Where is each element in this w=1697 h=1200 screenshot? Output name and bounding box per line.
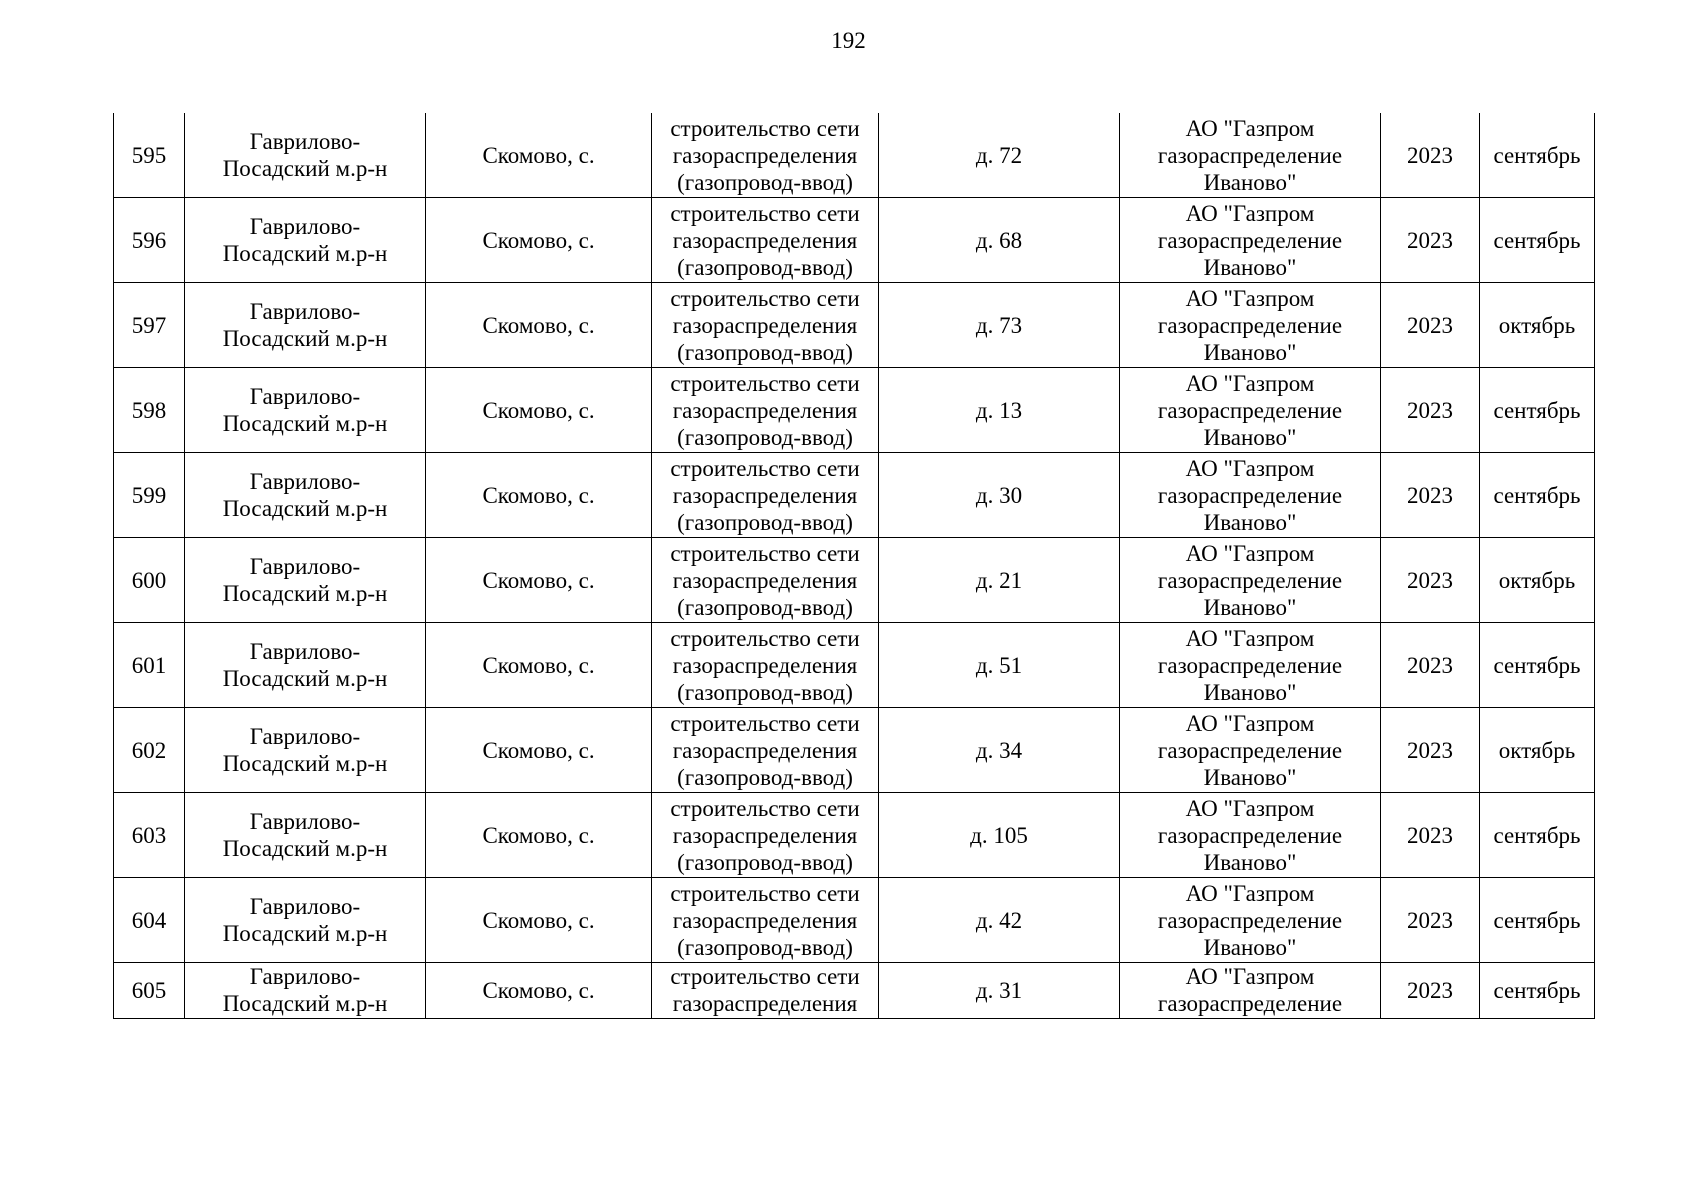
district-cell [185, 708, 426, 793]
org-line-1: АО "Газпром [1185, 880, 1315, 906]
org-line-1: АО "Газпром [1185, 625, 1315, 651]
org-line-3: Иваново" [1203, 509, 1297, 535]
year-cell [1381, 538, 1480, 623]
row-number-cell [114, 793, 185, 878]
work-line-2: газораспределения [672, 227, 858, 253]
org-line-2: газораспределение [1157, 737, 1343, 763]
row-number-cell [114, 623, 185, 708]
district-line-1: Гаврилово- [249, 639, 361, 664]
house-number: д. 68 [975, 227, 1023, 253]
year-cell [1381, 793, 1480, 878]
gasification-schedule-table [113, 113, 1595, 1019]
house-cell [879, 963, 1120, 1019]
work-line-2: газораспределения [672, 312, 858, 338]
table-row [114, 198, 1595, 283]
row-number: 597 [131, 312, 167, 338]
row-number-cell [114, 198, 185, 283]
district-cell [185, 623, 426, 708]
house-cell [879, 283, 1120, 368]
locality: Скомово, с. [482, 907, 595, 933]
locality-cell [426, 878, 652, 963]
year: 2023 [1407, 482, 1453, 508]
org-line-3: Иваново" [1203, 934, 1297, 960]
month-cell [1480, 538, 1595, 623]
district-line-1: Гаврилово- [249, 384, 361, 409]
table-row [114, 963, 1595, 1019]
row-number: 600 [131, 567, 167, 593]
work-line-3: (газопровод-ввод) [677, 509, 853, 535]
table-row [114, 878, 1595, 963]
year: 2023 [1407, 978, 1453, 1003]
house-cell [879, 538, 1120, 623]
month: октябрь [1498, 737, 1576, 763]
district-cell [185, 538, 426, 623]
locality-cell [426, 198, 652, 283]
district-line-2: Посадский м.р-н [222, 156, 388, 181]
locality-cell [426, 963, 652, 1019]
district-line-2: Посадский м.р-н [222, 666, 388, 691]
work-type-cell [652, 878, 879, 963]
row-number: 598 [131, 397, 167, 423]
org-line-1: АО "Газпром [1185, 200, 1315, 226]
org-line-2: газораспределение [1157, 312, 1343, 338]
locality: Скомово, с. [482, 978, 595, 1003]
work-line-2: газораспределения [672, 822, 858, 848]
district-line-1: Гаврилово- [249, 894, 361, 919]
row-number-cell [114, 878, 185, 963]
work-type-cell [652, 283, 879, 368]
work-type-cell [652, 113, 879, 198]
district-cell [185, 793, 426, 878]
house-number: д. 21 [975, 567, 1023, 593]
work-line-1: строительство сети [670, 115, 860, 141]
locality-cell [426, 538, 652, 623]
month: сентябрь [1493, 652, 1581, 678]
organization-cell [1120, 113, 1381, 198]
work-line-3: (газопровод-ввод) [677, 764, 853, 790]
work-line-2: газораспределения [672, 567, 858, 593]
month-cell [1480, 963, 1595, 1019]
work-line-3: (газопровод-ввод) [677, 169, 853, 195]
locality-cell [426, 368, 652, 453]
locality-cell [426, 453, 652, 538]
district-line-2: Посадский м.р-н [222, 991, 388, 1016]
month: сентябрь [1493, 907, 1581, 933]
org-line-2: газораспределение [1157, 482, 1343, 508]
org-line-1: АО "Газпром [1185, 795, 1315, 821]
house-cell [879, 453, 1120, 538]
work-line-2: газораспределения [672, 907, 858, 933]
org-line-2: газораспределение [1157, 227, 1343, 253]
table-row [114, 113, 1595, 198]
house-cell [879, 623, 1120, 708]
page-number: 192 [831, 28, 866, 53]
org-line-2: газораспределение [1157, 652, 1343, 678]
table-row [114, 623, 1595, 708]
house-number: д. 42 [975, 907, 1023, 933]
year-cell [1381, 878, 1480, 963]
month-cell [1480, 113, 1595, 198]
work-line-1: строительство сети [670, 795, 860, 821]
district-line-1: Гаврилово- [249, 129, 361, 154]
year-cell [1381, 623, 1480, 708]
year-cell [1381, 708, 1480, 793]
district-cell [185, 963, 426, 1019]
row-number-cell [114, 283, 185, 368]
district-line-2: Посадский м.р-н [222, 411, 388, 436]
month: сентябрь [1493, 227, 1581, 253]
org-line-1: АО "Газпром [1185, 285, 1315, 311]
locality: Скомово, с. [482, 227, 595, 253]
locality: Скомово, с. [482, 567, 595, 593]
district-cell [185, 198, 426, 283]
work-type-cell [652, 198, 879, 283]
locality: Скомово, с. [482, 312, 595, 338]
locality: Скомово, с. [482, 142, 595, 168]
table-row [114, 538, 1595, 623]
org-line-3: Иваново" [1203, 594, 1297, 620]
year: 2023 [1407, 822, 1453, 848]
district-line-2: Посадский м.р-н [222, 241, 388, 266]
district-cell [185, 113, 426, 198]
row-number: 595 [131, 142, 167, 168]
year: 2023 [1407, 312, 1453, 338]
locality-cell [426, 708, 652, 793]
district-line-1: Гаврилово- [249, 469, 361, 494]
org-line-2: газораспределение [1157, 907, 1343, 933]
house-cell [879, 368, 1120, 453]
work-type-cell [652, 963, 879, 1019]
year: 2023 [1407, 737, 1453, 763]
month-cell [1480, 198, 1595, 283]
org-line-3: Иваново" [1203, 679, 1297, 705]
year: 2023 [1407, 397, 1453, 423]
year: 2023 [1407, 907, 1453, 933]
work-line-3: (газопровод-ввод) [677, 679, 853, 705]
work-line-2: газораспределения [672, 991, 858, 1016]
table-row [114, 453, 1595, 538]
row-number: 601 [131, 652, 167, 678]
org-line-3: Иваново" [1203, 254, 1297, 280]
house-number: д. 105 [970, 822, 1028, 848]
work-line-2: газораспределения [672, 397, 858, 423]
work-line-1: строительство сети [670, 285, 860, 311]
row-number-cell [114, 708, 185, 793]
org-line-1: АО "Газпром [1185, 455, 1315, 481]
locality: Скомово, с. [482, 822, 595, 848]
row-number-cell [114, 368, 185, 453]
org-line-2: газораспределение [1157, 397, 1343, 423]
month: сентябрь [1493, 397, 1581, 423]
year: 2023 [1407, 142, 1453, 168]
locality: Скомово, с. [482, 397, 595, 423]
month-cell [1480, 623, 1595, 708]
house-cell [879, 878, 1120, 963]
work-line-3: (газопровод-ввод) [677, 339, 853, 365]
month: сентябрь [1493, 142, 1581, 168]
org-line-1: АО "Газпром [1185, 540, 1315, 566]
district-line-1: Гаврилово- [249, 554, 361, 579]
org-line-3: Иваново" [1203, 424, 1297, 450]
house-number: д. 30 [975, 482, 1023, 508]
locality-cell [426, 793, 652, 878]
month: октябрь [1498, 567, 1576, 593]
organization-cell [1120, 963, 1381, 1019]
month-cell [1480, 708, 1595, 793]
month: октябрь [1498, 312, 1576, 338]
work-line-2: газораспределения [672, 737, 858, 763]
house-cell [879, 198, 1120, 283]
work-line-3: (газопровод-ввод) [677, 254, 853, 280]
organization-cell [1120, 538, 1381, 623]
work-line-3: (газопровод-ввод) [677, 424, 853, 450]
year-cell [1381, 368, 1480, 453]
work-line-1: строительство сети [670, 200, 860, 226]
locality-cell [426, 113, 652, 198]
org-line-1: АО "Газпром [1185, 370, 1315, 396]
row-number: 605 [131, 978, 167, 1003]
district-line-1: Гаврилово- [249, 964, 361, 989]
month-cell [1480, 283, 1595, 368]
month-cell [1480, 453, 1595, 538]
work-type-clip [656, 963, 874, 1017]
year: 2023 [1407, 567, 1453, 593]
row-number-cell [114, 963, 185, 1019]
org-line-1: АО "Газпром [1185, 964, 1315, 989]
house-cell [879, 708, 1120, 793]
district-cell [185, 368, 426, 453]
year-cell [1381, 963, 1480, 1019]
work-line-1: строительство сети [670, 455, 860, 481]
org-line-3: Иваново" [1203, 764, 1297, 790]
row-number: 602 [131, 737, 167, 763]
district-line-2: Посадский м.р-н [222, 496, 388, 521]
district-cell [185, 453, 426, 538]
month: сентябрь [1493, 822, 1581, 848]
district-line-1: Гаврилово- [249, 724, 361, 749]
house-cell [879, 113, 1120, 198]
locality: Скомово, с. [482, 482, 595, 508]
table-row [114, 793, 1595, 878]
locality: Скомово, с. [482, 652, 595, 678]
org-line-1: АО "Газпром [1185, 710, 1315, 736]
org-line-2: газораспределение [1157, 567, 1343, 593]
row-number-cell [114, 453, 185, 538]
organization-clip [1124, 963, 1376, 1017]
district-line-1: Гаврилово- [249, 809, 361, 834]
org-line-3: Иваново" [1203, 339, 1297, 365]
row-number-cell [114, 538, 185, 623]
house-number: д. 13 [975, 397, 1023, 423]
row-number: 596 [131, 227, 167, 253]
work-type-cell [652, 538, 879, 623]
org-line-2: газораспределение [1157, 991, 1343, 1016]
work-type-cell [652, 623, 879, 708]
house-number: д. 51 [975, 652, 1023, 678]
work-type-cell [652, 793, 879, 878]
district-line-2: Посадский м.р-н [222, 581, 388, 606]
table-body [114, 113, 1595, 1019]
row-number: 599 [131, 482, 167, 508]
year-cell [1381, 198, 1480, 283]
organization-cell [1120, 793, 1381, 878]
month: сентябрь [1493, 482, 1581, 508]
work-line-2: газораспределения [672, 142, 858, 168]
year: 2023 [1407, 227, 1453, 253]
organization-cell [1120, 453, 1381, 538]
year: 2023 [1407, 652, 1453, 678]
row-number: 604 [131, 907, 167, 933]
month: сентябрь [1493, 978, 1581, 1003]
year-cell [1381, 113, 1480, 198]
locality-cell [426, 623, 652, 708]
month-cell [1480, 793, 1595, 878]
work-type-cell [652, 368, 879, 453]
work-line-2: газораспределения [672, 482, 858, 508]
district-line-1: Гаврилово- [249, 214, 361, 239]
district-line-2: Посадский м.р-н [222, 751, 388, 776]
work-line-1: строительство сети [670, 880, 860, 906]
locality: Скомово, с. [482, 737, 595, 763]
org-line-2: газораспределение [1157, 822, 1343, 848]
work-line-1: строительство сети [670, 370, 860, 396]
table-row [114, 708, 1595, 793]
work-type-cell [652, 453, 879, 538]
organization-cell [1120, 623, 1381, 708]
table-row [114, 368, 1595, 453]
work-line-3: (газопровод-ввод) [677, 934, 853, 960]
house-number: д. 34 [975, 737, 1023, 763]
org-line-2: газораспределение [1157, 142, 1343, 168]
district-line-2: Посадский м.р-н [222, 921, 388, 946]
month-cell [1480, 878, 1595, 963]
work-line-2: газораспределения [672, 652, 858, 678]
year-cell [1381, 283, 1480, 368]
work-line-1: строительство сети [670, 710, 860, 736]
year-cell [1381, 453, 1480, 538]
district-line-2: Посадский м.р-н [222, 836, 388, 861]
house-number: д. 72 [975, 142, 1023, 168]
organization-cell [1120, 198, 1381, 283]
house-number: д. 73 [975, 312, 1023, 338]
district-cell [185, 283, 426, 368]
organization-cell [1120, 283, 1381, 368]
work-line-3: (газопровод-ввод) [677, 849, 853, 875]
district-cell [185, 878, 426, 963]
work-line-1: строительство сети [670, 964, 860, 989]
organization-cell [1120, 368, 1381, 453]
organization-cell [1120, 878, 1381, 963]
org-line-3: Иваново" [1203, 849, 1297, 875]
house-number: д. 31 [975, 978, 1023, 1003]
month-cell [1480, 368, 1595, 453]
org-line-1: АО "Газпром [1185, 115, 1315, 141]
organization-cell [1120, 708, 1381, 793]
house-cell [879, 793, 1120, 878]
row-number: 603 [131, 822, 167, 848]
row-number-cell [114, 113, 185, 198]
district-line-2: Посадский м.р-н [222, 326, 388, 351]
district-line-1: Гаврилово- [249, 299, 361, 324]
table-row [114, 283, 1595, 368]
work-type-cell [652, 708, 879, 793]
work-line-1: строительство сети [670, 540, 860, 566]
org-line-3: Иваново" [1203, 169, 1297, 195]
locality-cell [426, 283, 652, 368]
work-line-1: строительство сети [670, 625, 860, 651]
work-line-3: (газопровод-ввод) [677, 594, 853, 620]
